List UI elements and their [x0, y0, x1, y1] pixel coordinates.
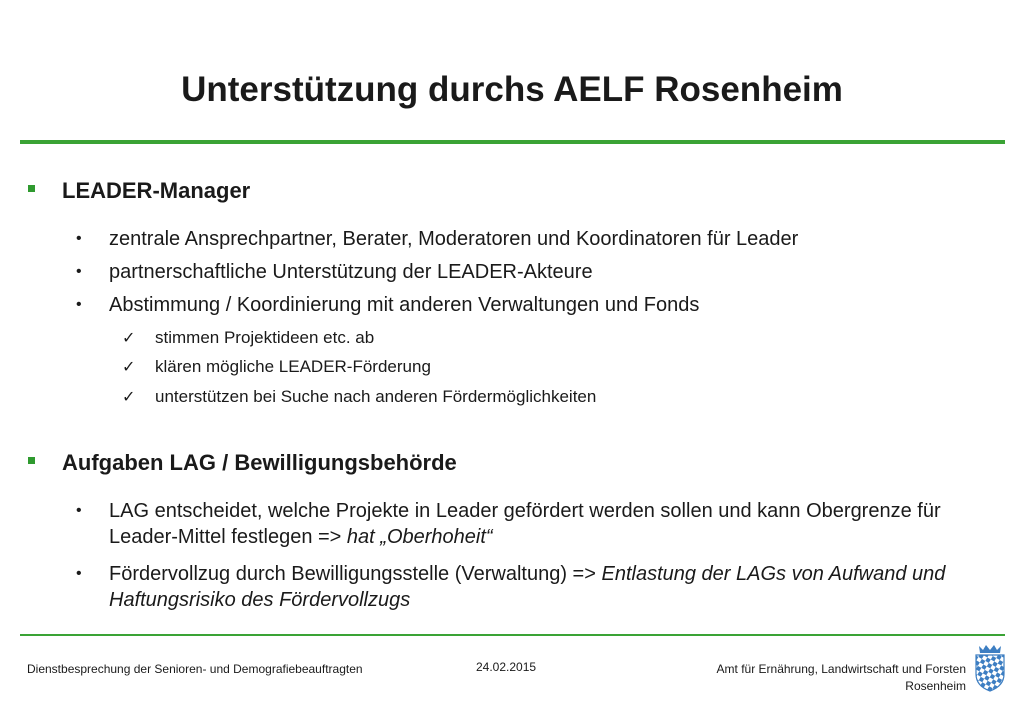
- bullet-dot-icon: •: [76, 296, 82, 313]
- check-item-text: klären mögliche LEADER-Förderung: [155, 357, 431, 376]
- bullet-dot-icon: •: [76, 502, 82, 519]
- square-bullet-icon: [28, 457, 35, 464]
- list-item-plain: Fördervollzug durch Bewilligungsstelle (Verwaltung) =>: [109, 563, 602, 585]
- slide-title: Unterstützung durchs AELF Rosenheim: [181, 70, 843, 109]
- bullet-dot-icon: •: [76, 565, 82, 582]
- footer-organization: [717, 661, 966, 695]
- footer-divider: [20, 634, 1005, 636]
- checkmark-icon: ✓: [122, 387, 136, 406]
- section-heading: LEADER-Manager: [62, 178, 251, 203]
- square-bullet-icon: [28, 185, 35, 192]
- list-item-emphasis: hat „Oberhoheit“: [346, 526, 493, 548]
- list-item-text: [109, 498, 959, 550]
- checkmark-icon: ✓: [122, 328, 136, 347]
- bavarian-crest-icon: [972, 644, 1008, 692]
- list-item-emphasis: Entlastung der LAGs von Aufwand und Haftungsrisiko des Fördervollzugs: [109, 563, 946, 611]
- list-item-text: [109, 561, 979, 613]
- check-item-text: stimmen Projektideen etc. ab: [155, 328, 375, 347]
- list-item-plain: LAG entscheidet, welche Projekte in Leader gefördert werden sollen und kann Obergrenze für Leader-Mittel festlegen =>: [109, 500, 941, 548]
- bullet-dot-icon: •: [76, 263, 82, 280]
- list-item-text: partnerschaftliche Unterstützung der LEADER-Akteure: [109, 261, 593, 283]
- check-item-text: unterstützen bei Suche nach anderen Fördermöglichkeiten: [155, 387, 597, 406]
- bullet-dot-icon: •: [76, 230, 82, 247]
- checkmark-icon: ✓: [122, 357, 136, 376]
- title-divider: [20, 140, 1005, 144]
- section-heading: Aufgaben LAG / Bewilligungsbehörde: [62, 450, 457, 475]
- footer-org-line2: Rosenheim: [905, 679, 966, 693]
- footer-org-line1: Amt für Ernährung, Landwirtschaft und Forsten: [716, 662, 966, 676]
- footer-date: 24.02.2015: [476, 660, 537, 674]
- list-item-text: zentrale Ansprechpartner, Berater, Moderatoren und Koordinatoren für Leader: [109, 228, 799, 250]
- footer-event: Dienstbesprechung der Senioren- und Demografiebeauftragten: [27, 662, 363, 676]
- list-item-text: Abstimmung / Koordinierung mit anderen Verwaltungen und Fonds: [109, 294, 700, 316]
